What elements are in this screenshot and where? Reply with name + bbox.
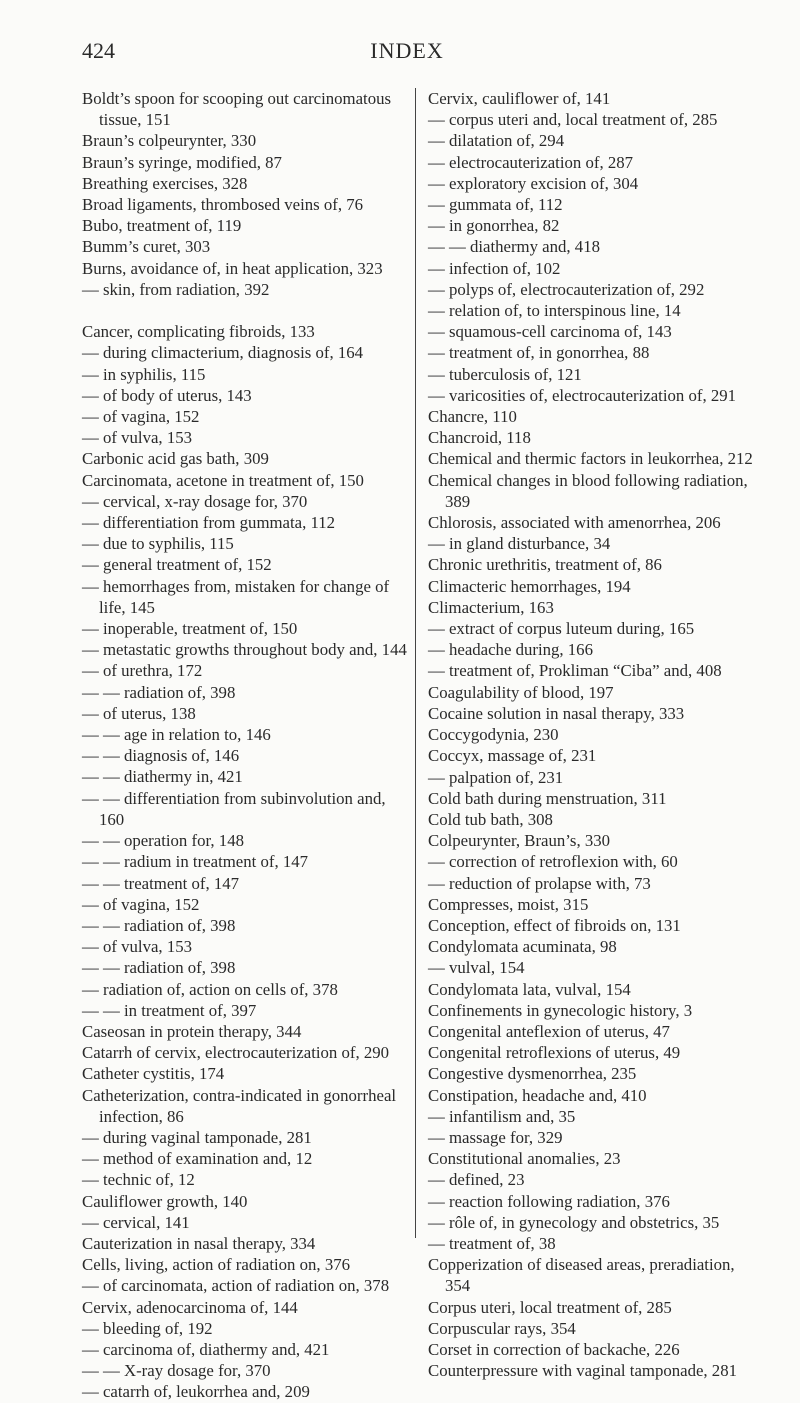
index-entry: — bleeding of, 192 <box>82 1318 213 1338</box>
index-entry: Conception, effect of fibroids on, 131 <box>428 915 681 935</box>
index-entry: Catheterization, contra-indicated in gonorrheal infection, 86 <box>82 1085 397 1126</box>
index-entry: Chlorosis, associated with amenorrhea, 206 <box>428 513 721 533</box>
index-entry: — of body of uterus, 143 <box>82 385 252 405</box>
index-entry: Coccyx, massage of, 231 <box>428 746 597 766</box>
index-entry: Compresses, moist, 315 <box>428 894 589 914</box>
index-entry: — — diagnosis of, 146 <box>82 746 240 766</box>
index-entry: Corpuscular rays, 354 <box>428 1318 576 1338</box>
index-entry: — catarrh of, leukorrhea and, 209 <box>82 1382 310 1402</box>
index-entry: — inoperable, treatment of, 150 <box>82 619 298 639</box>
index-entry: Broad ligaments, thrombosed veins of, 76 <box>82 195 364 215</box>
index-entry: — carcinoma of, diathermy and, 421 <box>82 1339 330 1359</box>
index-entry: — of vulva, 153 <box>82 937 192 957</box>
index-entry: — infection of, 102 <box>428 258 561 278</box>
index-entry: — headache during, 166 <box>428 640 593 660</box>
index-entry: — — differentiation from subinvolution and, 160 <box>82 788 386 829</box>
index-entry: Cold tub bath, 308 <box>428 809 553 829</box>
index-entry: — infantilism and, 35 <box>428 1106 576 1126</box>
index-entry: Cocaine solution in nasal therapy, 333 <box>428 703 685 723</box>
index-entry: — — radium in treatment of, 147 <box>82 852 309 872</box>
index-entry: — electrocauterization of, 287 <box>428 152 634 172</box>
index-entry: — in syphilis, 115 <box>82 364 206 384</box>
index-entry: — metastatic growths throughout body and, 144 <box>82 640 407 660</box>
index-entry: — of vagina, 152 <box>82 407 200 427</box>
index-entry: — corpus uteri and, local treatment of, 285 <box>428 110 718 130</box>
index-entry: — gummata of, 112 <box>428 195 563 215</box>
index-entry: — of vagina, 152 <box>82 894 200 914</box>
index-entry: — tuberculosis of, 121 <box>428 364 582 384</box>
index-entry: Constipation, headache and, 410 <box>428 1085 647 1105</box>
index-entry: — reduction of prolapse with, 73 <box>428 873 651 893</box>
index-entry: — of vulva, 153 <box>82 428 192 448</box>
page-number: 424 <box>82 38 115 63</box>
index-entry: — — X-ray dosage for, 370 <box>82 1361 271 1381</box>
index-entry: Climacteric hemorrhages, 194 <box>428 576 631 596</box>
index-entry: — due to syphilis, 115 <box>82 534 234 554</box>
index-entry: Chemical and thermic factors in leukorrhea, 212 <box>428 449 753 469</box>
index-entry: Coagulability of blood, 197 <box>428 682 614 702</box>
index-entry: Congestive dysmenorrhea, 235 <box>428 1064 637 1084</box>
index-entry: Congenital retroflexions of uterus, 49 <box>428 1043 681 1063</box>
index-entry: Bumm’s curet, 303 <box>82 237 211 257</box>
letter-group-gap <box>82 300 412 321</box>
index-entry: Cauliflower growth, 140 <box>82 1191 248 1211</box>
index-entry: Braun’s syringe, modified, 87 <box>82 152 282 172</box>
index-entry: — correction of retroflexion with, 60 <box>428 852 678 872</box>
index-entry: — polyps of, electrocauterization of, 292 <box>428 279 705 299</box>
index-entry: Catheter cystitis, 174 <box>82 1064 225 1084</box>
index-entry: Constitutional anomalies, 23 <box>428 1149 621 1169</box>
index-entry: — in gonorrhea, 82 <box>428 216 560 236</box>
index-entry: Braun’s colpeurynter, 330 <box>82 131 257 151</box>
index-entry: — massage for, 329 <box>428 1127 563 1147</box>
index-entry: Corset in correction of backache, 226 <box>428 1339 680 1359</box>
index-entry: — treatment of, in gonorrhea, 88 <box>428 343 650 363</box>
index-entry: — rôle of, in gynecology and obstetrics, 35 <box>428 1212 720 1232</box>
index-entry: — in gland disturbance, 34 <box>428 534 611 554</box>
index-entry: — — age in relation to, 146 <box>82 725 271 745</box>
index-entry: — varicosities of, electrocauterization of, 291 <box>428 385 737 405</box>
index-entry: — — treatment of, 147 <box>82 873 240 893</box>
index-entry: — cervical, x-ray dosage for, 370 <box>82 491 308 511</box>
index-entry: Cauterization in nasal therapy, 334 <box>82 1233 316 1253</box>
index-entry: — extract of corpus luteum during, 165 <box>428 619 695 639</box>
index-entry: — radiation of, action on cells of, 378 <box>82 979 338 999</box>
index-entry: — technic of, 12 <box>82 1170 195 1190</box>
index-entry: — skin, from radiation, 392 <box>82 279 270 299</box>
index-entry: — — radiation of, 398 <box>82 915 236 935</box>
index-entry: Chronic urethritis, treatment of, 86 <box>428 555 662 575</box>
index-entry: Congenital anteflexion of uterus, 47 <box>428 1021 670 1041</box>
page-header <box>82 38 732 68</box>
index-entry: Chancroid, 118 <box>428 428 531 448</box>
index-entry: Cervix, adenocarcinoma of, 144 <box>82 1297 298 1317</box>
index-entry: Confinements in gynecologic history, 3 <box>428 1000 693 1020</box>
index-entry: — general treatment of, 152 <box>82 555 272 575</box>
index-entry: — cervical, 141 <box>82 1212 190 1232</box>
index-entry: — of urethra, 172 <box>82 661 203 681</box>
index-entry: Boldt’s spoon for scooping out carcinomatous tissue, 151 <box>82 89 392 130</box>
index-entry: — palpation of, 231 <box>428 767 564 787</box>
index-entry: Chemical changes in blood following radiation, 389 <box>428 470 748 511</box>
index-entry: — — in treatment of, 397 <box>82 1000 257 1020</box>
index-entry: — reaction following radiation, 376 <box>428 1191 670 1211</box>
index-entry: Condylomata lata, vulval, 154 <box>428 979 631 999</box>
index-entry: Burns, avoidance of, in heat application, 323 <box>82 258 383 278</box>
index-entry: Cells, living, action of radiation on, 376 <box>82 1255 350 1275</box>
index-entry: Cervix, cauliflower of, 141 <box>428 89 611 108</box>
index-entry: — dilatation of, 294 <box>428 131 565 151</box>
index-entry: — differentiation from gummata, 112 <box>82 513 336 533</box>
index-entry: Breathing exercises, 328 <box>82 173 248 193</box>
index-entry: — of carcinomata, action of radiation on, 378 <box>82 1276 390 1296</box>
index-entry: — — radiation of, 398 <box>82 682 236 702</box>
index-entry: Counterpressure with vaginal tamponade, 281 <box>428 1361 737 1381</box>
index-column-left <box>82 88 412 1403</box>
index-entry: — — diathermy and, 418 <box>428 237 600 257</box>
index-entry: — — radiation of, 398 <box>82 958 236 978</box>
index-entry: — — diathermy in, 421 <box>82 767 243 787</box>
index-column-right <box>428 88 763 1381</box>
index-entry: — treatment of, 38 <box>428 1233 556 1253</box>
index-entry: — — operation for, 148 <box>82 831 244 851</box>
index-entry: Copperization of diseased areas, preradiation, 354 <box>428 1255 735 1296</box>
index-entry: — method of examination and, 12 <box>82 1149 313 1169</box>
index-entry: Catarrh of cervix, electrocauterization of, 290 <box>82 1043 390 1063</box>
index-entry: Corpus uteri, local treatment of, 285 <box>428 1297 672 1317</box>
index-entry: Bubo, treatment of, 119 <box>82 216 242 236</box>
index-entry: Condylomata acuminata, 98 <box>428 937 617 957</box>
index-entry: Cold bath during menstruation, 311 <box>428 788 667 808</box>
index-entry: Chancre, 110 <box>428 407 517 427</box>
index-entry: Climacterium, 163 <box>428 597 554 617</box>
index-entry: — during vaginal tamponade, 281 <box>82 1127 312 1147</box>
index-entry: — relation of, to interspinous line, 14 <box>428 301 681 321</box>
index-entry: Colpeurynter, Braun’s, 330 <box>428 831 611 851</box>
index-entry: — during climacterium, diagnosis of, 164 <box>82 343 364 363</box>
index-entry: Caseosan in protein therapy, 344 <box>82 1021 302 1041</box>
index-entry: — exploratory excision of, 304 <box>428 173 639 193</box>
running-head: INDEX <box>370 38 444 63</box>
index-entry: — treatment of, Prokliman “Ciba” and, 408 <box>428 661 722 681</box>
index-entry: — squamous-cell carcinoma of, 143 <box>428 322 672 342</box>
index-entry: — defined, 23 <box>428 1170 525 1190</box>
index-entry: Carcinomata, acetone in treatment of, 150 <box>82 470 364 490</box>
index-entry: — vulval, 154 <box>428 958 525 978</box>
index-entry: Cancer, complicating fibroids, 133 <box>82 322 315 342</box>
index-entry: — of uterus, 138 <box>82 703 196 723</box>
index-entry: — hemorrhages from, mistaken for change of life, 145 <box>82 576 390 617</box>
column-divider <box>415 88 416 1238</box>
index-entry: Coccygodynia, 230 <box>428 725 559 745</box>
index-entry: Carbonic acid gas bath, 309 <box>82 449 269 469</box>
